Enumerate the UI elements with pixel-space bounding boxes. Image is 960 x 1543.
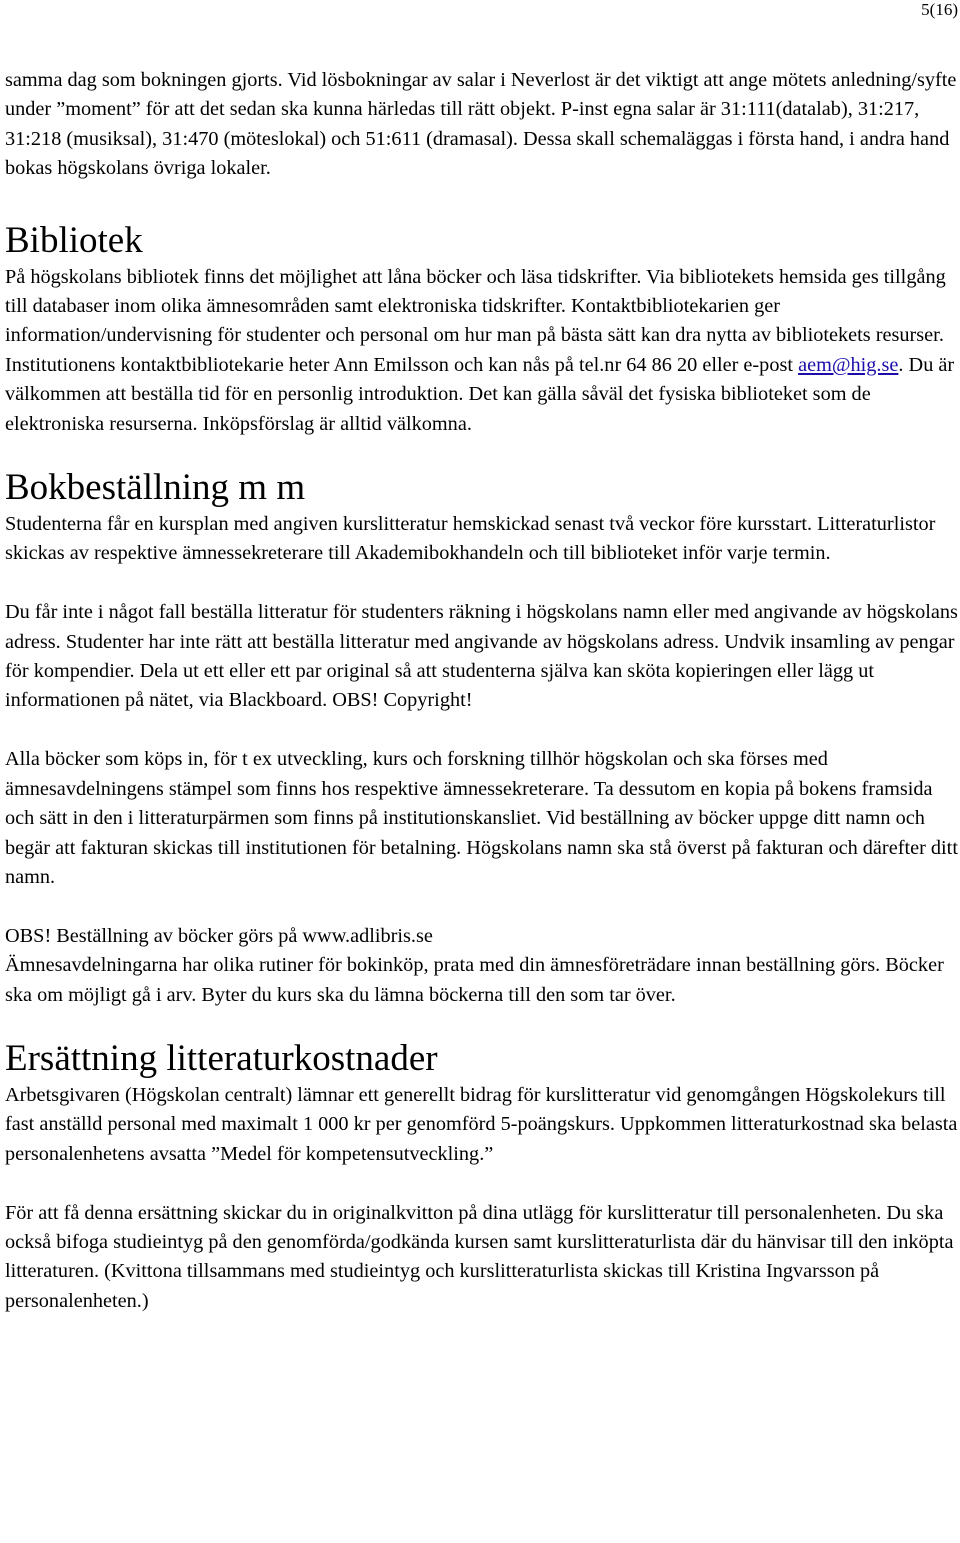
bibliotek-text-start: På högskolans bibliotek finns det möjlighet att låna böcker och läsa tidskrifter. Via bibliotekets hemsida ges tillgång till databaser inom olika ämnesområden samt elektroniska tidskrifter. Kontaktbibliotekarien ger information/undervisning för studenter och personal om hur man på bästa sätt kan dra nytta av bibliotekets resurser. Institutionens kontaktbibliotekarie heter Ann Emilsson och kan nås på tel.nr 64 86 20 eller e-post (5, 265, 946, 376)
bibliotek-text-end: . Du är välkommen att beställa tid för en personlig introduktion. Det kan gälla såväl det fysiska biblioteket som de elektroniska resurserna. Inköpsförslag är alltid välkomna. (5, 353, 955, 435)
bibliotek-paragraph (5, 263, 958, 439)
ersattning-paragraph-2: För att få denna ersättning skickar du in originalkvitton på dina utlägg för kurslitteratur till personalenheten. Du ska också bifoga studieintyg på den genomförda/godkända kursen samt kurslitteraturlista där du hänvisar till den inköpta litteraturen. (Kvittona tillsammans med studieintyg och kurslitteraturlista skickas till Kristina Ingvarsson på personalenheten.) (5, 1201, 954, 1312)
bokbestallning-paragraph-2: Du får inte i något fall beställa litteratur för studenters räkning i högskolans namn eller med angivande av högskolans adress. Studenter har inte rätt att beställa litteratur med angivande av högskolans adress. Undvik insamling av pengar för kompendier. Dela ut ett eller ett par original så att studenterna själva kan sköta kopieringen eller lägg ut informationen på nätet, via Blackboard. OBS! Copyright! (5, 601, 958, 712)
bokbestallning-paragraph-4: Ämnesavdelningarna har olika rutiner för bokinköp, prata med din ämnesföreträdare innan beställning görs. Böcker ska om möjligt gå i arv. Byter du kurs ska du lämna böckerna till den som tar över. (5, 954, 944, 1006)
bibliotek-heading: Bibliotek (5, 219, 143, 261)
bokbestallning-obs-line: OBS! Beställning av böcker görs på www.adlibris.se (5, 924, 433, 947)
ersattning-paragraph-1: Arbetsgivaren (Högskolan centralt) lämnar ett generellt bidrag för kurslitteratur vid genomgången Högskolekurs till fast anställd personal med maximalt 1 000 kr per genomförd 5-poängskurs. Uppkommen litteraturkostnad ska belasta personalenhetens avsatta ”Medel för kompetensutveckling.” (5, 1083, 958, 1165)
bokbestallning-paragraph-3: Alla böcker som köps in, för t ex utveckling, kurs och forskning tillhör högskolan och ska förses med ämnesavdelningens stämpel som finns hos respektive ämnessekreterare. Ta dessutom en kopia på bokens framsida och sätt in den i litteraturpärmen som finns på institutionskansliet. Vid beställning av böcker uppge ditt namn och begär att fakturan skickas till institutionen för betalning. Högskolans namn ska stå överst på fakturan och därefter ditt namn. (5, 748, 958, 888)
page-number: 5(16) (921, 0, 958, 19)
email-link[interactable]: aem@hig.se (798, 353, 899, 376)
bokbestallning-heading: Bokbeställning m m (5, 467, 306, 509)
intro-paragraph: samma dag som bokningen gjorts. Vid lösbokningar av salar i Neverlost är det viktigt att ange mötets anledning/syfte under ”moment” för att det sedan ska kunna härledas till rätt objekt. P-inst egna salar är 31:111(datalab), 31:217, 31:218 (musiksal), 31:470 (möteslokal) och 51:611 (dramasal). Dessa skall schemaläggas i första hand, i andra hand bokas högskolans övriga lokaler. (5, 69, 957, 180)
document-body (5, 66, 958, 1316)
ersattning-heading: Ersättning litteraturkostnader (5, 1037, 438, 1079)
bokbestallning-paragraph-1: Studenterna får en kursplan med angiven kurslitteratur hemskickad senast två veckor före kursstart. Litteraturlistor skickas av respektive ämnessekreterare till Akademibokhandeln och till biblioteket inför varje termin. (5, 513, 936, 565)
